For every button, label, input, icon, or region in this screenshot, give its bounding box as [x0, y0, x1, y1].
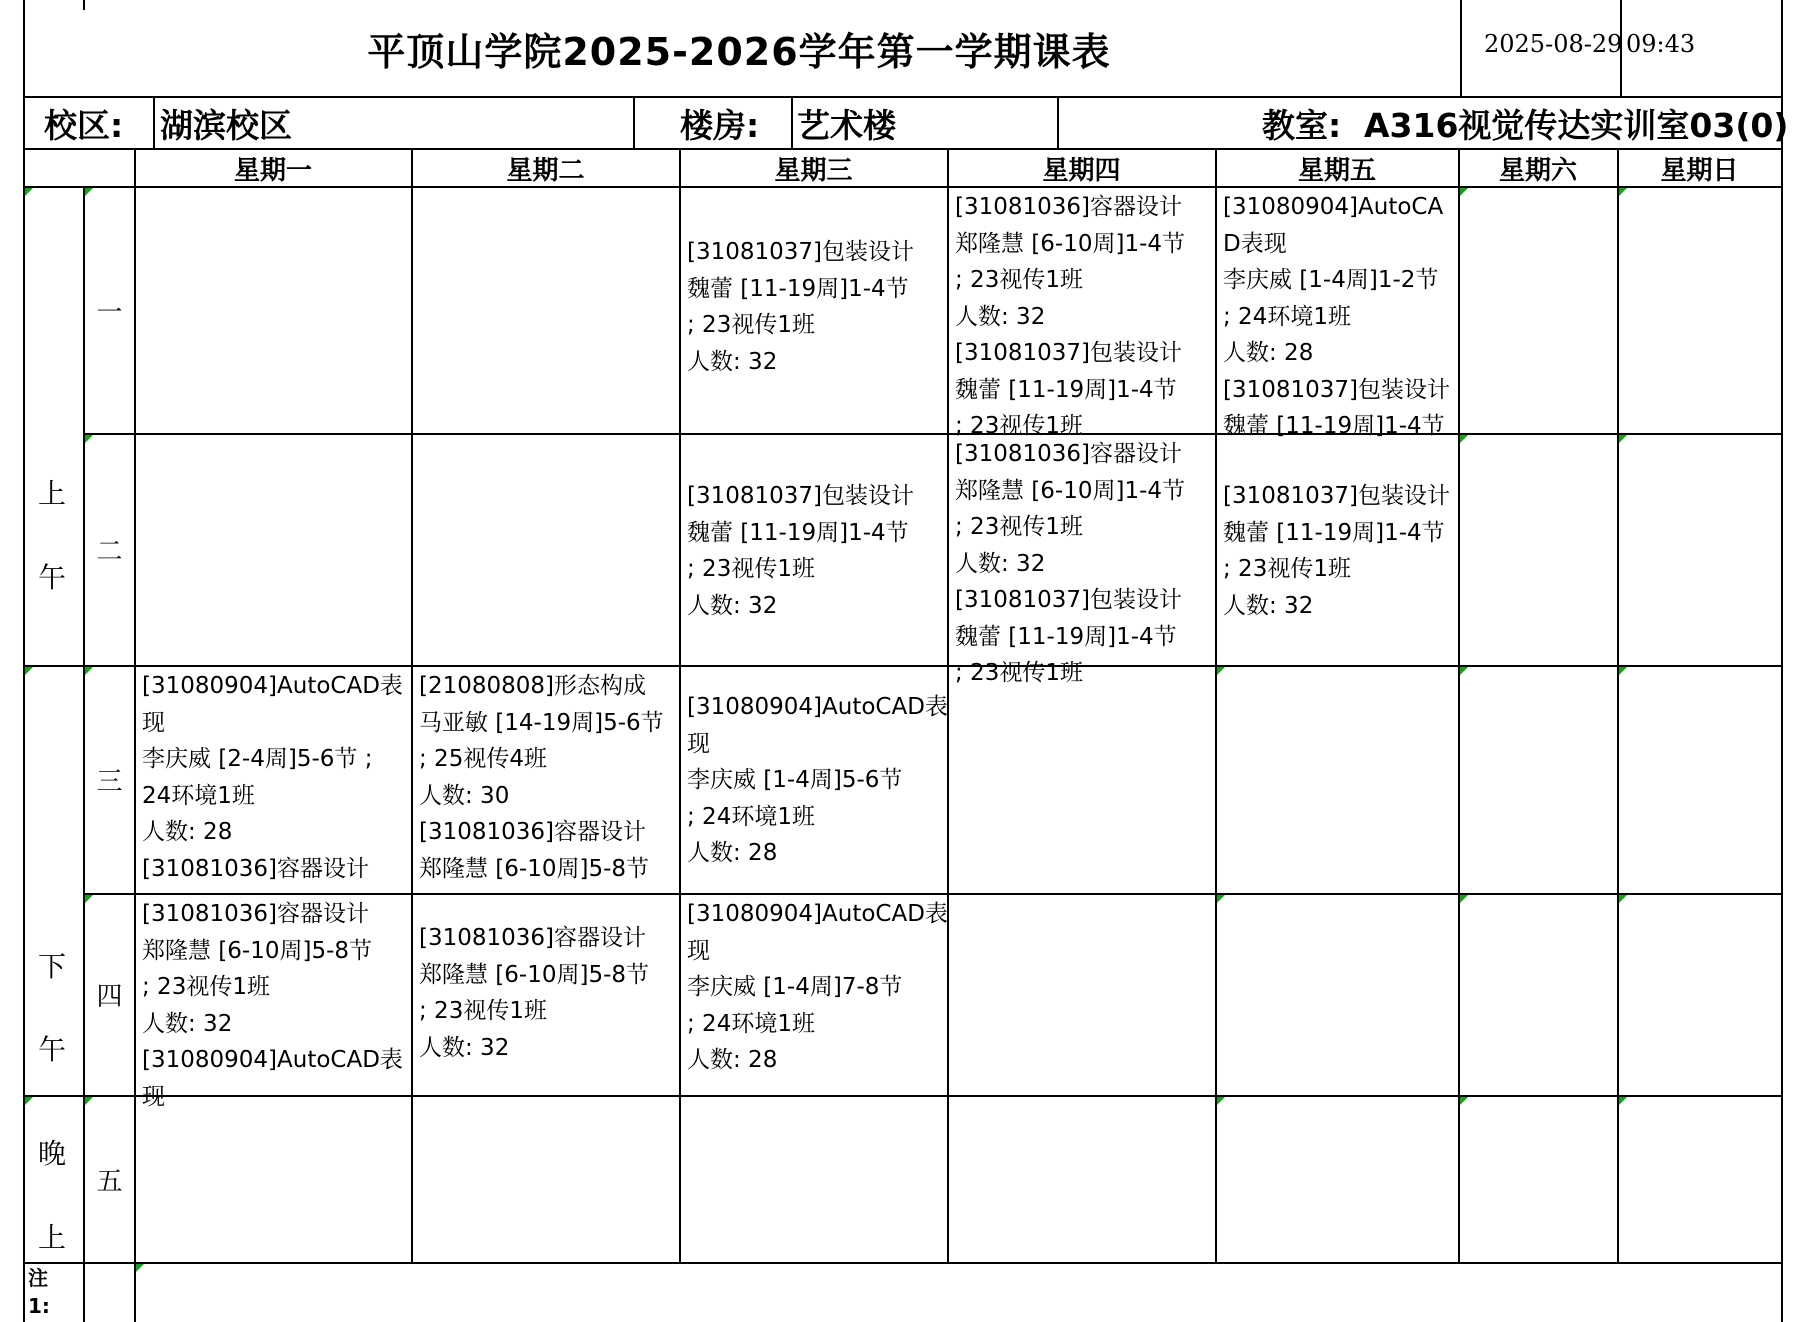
course-line: [31081036]容器设计: [142, 855, 370, 882]
course-line: 现: [687, 730, 710, 757]
course-line: 李庆威 [2-4周]5-6节 ;: [142, 746, 373, 772]
section-afternoon-char1: 下: [38, 950, 67, 983]
building-value: 艺术楼: [797, 105, 896, 145]
course-line: [31081036]容器设计: [142, 901, 370, 927]
cell-comment-marker: [1217, 1097, 1225, 1105]
cell-comment-marker: [1460, 895, 1468, 903]
course-cell-p3-wed: [681, 667, 946, 892]
course-line: 人数: 32: [687, 348, 778, 375]
print-time: 09:43: [1626, 30, 1696, 58]
page-title: 平顶山学院2025-2026学年第一学期课表: [367, 30, 1111, 74]
print-date: 2025-08-29: [1484, 30, 1623, 58]
campus-label: 校区:: [44, 105, 124, 145]
course-line: ; 23视传1班: [687, 556, 815, 582]
course-line: 李庆威 [1-4周]7-8节: [687, 974, 903, 1000]
cell-comment-marker: [1619, 895, 1627, 903]
day-header-thu: 星期四: [1042, 155, 1121, 186]
course-line: 人数: 32: [955, 550, 1046, 577]
building-label: 楼房:: [680, 105, 760, 145]
cell-comment-marker: [136, 1264, 144, 1272]
course-line: 现: [142, 709, 165, 736]
course-line: 人数: 32: [419, 1034, 510, 1061]
course-line: [31081036]容器设计: [955, 441, 1183, 467]
course-line: ; 23视传1班: [955, 514, 1083, 540]
course-line: 人数: 28: [142, 819, 233, 845]
course-line: [31081037]包装设计: [687, 483, 915, 509]
period-3: 三: [96, 767, 123, 797]
cell-comment-marker: [1460, 667, 1468, 675]
course-line: 魏蕾 [11-19周]1-4节: [955, 623, 1177, 650]
course-line: ; 24环境1班: [1223, 303, 1351, 330]
course-cell-p4-tue: [413, 895, 678, 1094]
course-line: 人数: 32: [687, 592, 778, 619]
course-line: 魏蕾 [11-19周]1-4节: [955, 376, 1177, 403]
section-morning-char2: 午: [38, 561, 67, 594]
section-afternoon-char2: 午: [38, 1033, 67, 1066]
section-evening-char1: 晚: [38, 1137, 67, 1170]
course-line: [31081037]包装设计: [955, 340, 1183, 366]
note-label-2: 1:: [28, 1294, 50, 1318]
course-line: D表现: [1223, 230, 1287, 257]
course-cell-p1-thu: [949, 188, 1214, 439]
cell-comment-marker: [85, 667, 93, 675]
day-header-sat: 星期六: [1498, 155, 1577, 186]
cell-comment-marker: [85, 188, 93, 196]
cell-comment-marker: [25, 1097, 33, 1105]
course-line: 李庆威 [1-4周]5-6节: [687, 767, 903, 793]
course-line: 现: [142, 1083, 165, 1110]
day-header-mon: 星期一: [233, 155, 312, 186]
cell-comment-marker: [25, 188, 33, 196]
course-line: [31081036]容器设计: [419, 925, 647, 951]
rule-hdr-v4: [1057, 97, 1059, 149]
course-line: 郑隆慧 [6-10周]5-8节: [419, 855, 650, 882]
cell-comment-marker: [85, 435, 93, 443]
rule-col-sat: [1458, 148, 1460, 1263]
rule-hdr-v2: [633, 97, 635, 149]
period-1: 一: [96, 297, 123, 328]
period-4: 四: [96, 982, 123, 1012]
room-label: 教室:: [1262, 105, 1342, 145]
cell-comment-marker: [1460, 1097, 1468, 1105]
course-cell-p4-wed: [681, 895, 946, 1094]
course-line: ; 25视传4班: [419, 746, 547, 772]
course-line: [21080808]形态构成: [419, 673, 647, 699]
cell-comment-marker: [1217, 895, 1225, 903]
course-line: 郑隆慧 [6-10周]5-8节: [419, 961, 650, 988]
cell-comment-marker: [1619, 1097, 1627, 1105]
course-cell-p4-mon: [136, 895, 410, 1110]
course-line: ; 23视传1班: [955, 660, 1083, 686]
course-cell-p3-mon: [136, 667, 410, 892]
course-line: ; 24环境1班: [687, 1010, 815, 1037]
day-header-fri: 星期五: [1297, 155, 1376, 186]
course-line: 人数: 28: [687, 840, 778, 866]
cell-comment-marker: [85, 895, 93, 903]
cell-comment-marker: [1619, 435, 1627, 443]
period-2: 二: [96, 537, 123, 567]
day-header-wed: 星期三: [774, 155, 853, 186]
course-cell-p1-fri: [1217, 188, 1457, 439]
course-line: 人数: 32: [955, 303, 1046, 330]
course-line: [31081037]包装设计: [1223, 483, 1451, 509]
course-line: ; 23视传1班: [419, 998, 547, 1024]
cell-comment-marker: [1217, 667, 1225, 675]
course-line: 魏蕾 [11-19周]1-4节: [1223, 413, 1445, 439]
course-cell-p2-fri: [1217, 435, 1457, 664]
campus-value: 湖滨校区: [160, 105, 292, 145]
course-line: 李庆威 [1-4周]1-2节: [1223, 267, 1439, 293]
course-cell-p2-thu: [949, 435, 1214, 686]
course-line: 人数: 32: [1223, 592, 1314, 619]
course-line: [31081037]包装设计: [955, 587, 1183, 613]
course-cell-p1-wed: [681, 188, 946, 432]
room-value: A316视觉传达实训室03(0): [1364, 105, 1789, 145]
course-line: 24环境1班: [142, 782, 255, 809]
rule-p5-bottom: [23, 1262, 1783, 1264]
cell-comment-marker: [85, 1097, 93, 1105]
rule-hdr-v1: [153, 97, 155, 149]
course-line: 现: [687, 937, 710, 964]
rule-hdr-v3: [791, 97, 793, 149]
course-line: 郑隆慧 [6-10周]1-4节: [955, 230, 1186, 257]
course-line: ; 23视传1班: [142, 974, 270, 1000]
course-line: 人数: 28: [1223, 340, 1314, 366]
course-line: [31081036]容器设计: [419, 819, 647, 845]
course-line: 魏蕾 [11-19周]1-4节: [1223, 519, 1445, 546]
day-header-tue: 星期二: [506, 155, 585, 186]
day-header-sun: 星期日: [1660, 155, 1739, 186]
rule-col-sun: [1617, 148, 1619, 1263]
course-line: ; 23视传1班: [1223, 556, 1351, 582]
course-line: 人数: 30: [419, 782, 510, 809]
section-evening-char2: 上: [38, 1221, 67, 1254]
border-left: [23, 0, 25, 1322]
course-line: [31080904]AutoCAD表: [687, 901, 948, 927]
course-cell-p2-wed: [681, 435, 946, 664]
course-line: [31081037]包装设计: [687, 239, 915, 265]
border-right: [1781, 0, 1783, 1322]
course-line: 魏蕾 [11-19周]1-4节: [687, 519, 909, 546]
course-line: 郑隆慧 [6-10周]1-4节: [955, 477, 1186, 504]
course-line: ; 23视传1班: [955, 413, 1083, 439]
course-line: 人数: 32: [142, 1010, 233, 1037]
section-morning-char1: 上: [38, 477, 67, 510]
period-5: 五: [96, 1166, 123, 1197]
course-line: 魏蕾 [11-19周]1-4节: [687, 275, 909, 302]
course-line: [31080904]AutoCAD表: [687, 694, 948, 720]
course-line: 马亚敏 [14-19周]5-6节: [419, 709, 664, 736]
course-line: [31080904]AutoCAD表: [142, 1047, 403, 1073]
course-line: ; 24环境1班: [687, 803, 815, 830]
cell-comment-marker: [1619, 188, 1627, 196]
cell-comment-marker: [1619, 667, 1627, 675]
course-line: ; 23视传1班: [687, 312, 815, 338]
course-line: [31080904]AutoCAD表: [142, 673, 403, 699]
course-line: [31081036]容器设计: [955, 194, 1183, 220]
course-line: 郑隆慧 [6-10周]5-8节: [142, 937, 373, 964]
course-line: [31080904]AutoCA: [1223, 194, 1444, 220]
course-line: ; 23视传1班: [955, 267, 1083, 293]
note-label-1: 注: [28, 1266, 48, 1290]
cell-comment-marker: [1460, 188, 1468, 196]
course-line: 人数: 28: [687, 1047, 778, 1073]
cell-comment-marker: [1460, 435, 1468, 443]
rule-title-v1: [1460, 0, 1462, 97]
course-line: [31081037]包装设计: [1223, 376, 1451, 403]
cell-comment-marker: [25, 667, 33, 675]
course-cell-p3-tue: [413, 667, 678, 892]
